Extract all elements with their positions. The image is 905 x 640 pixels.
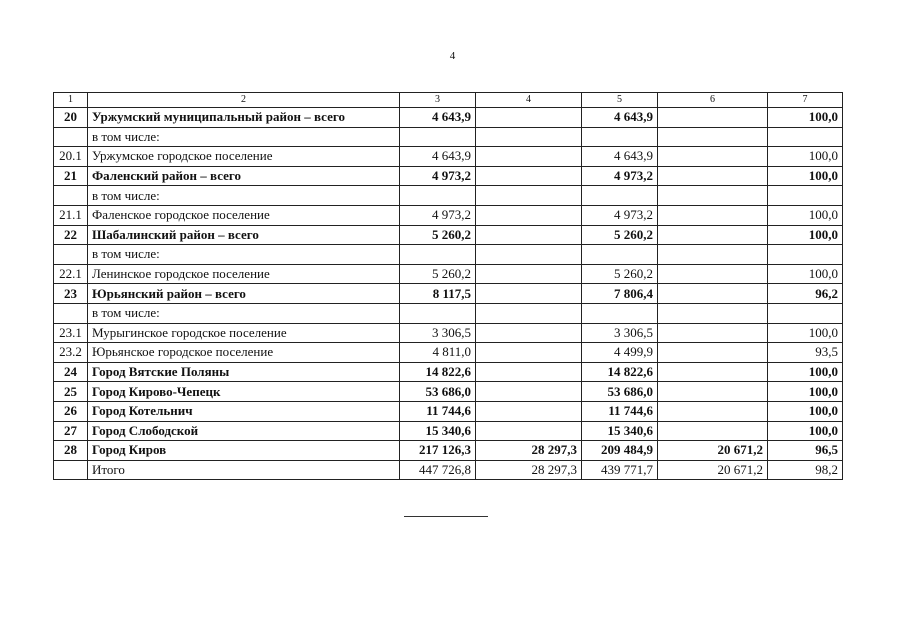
cell-col4 bbox=[476, 421, 582, 441]
cell-col6: 20 671,2 bbox=[658, 460, 768, 480]
cell-col5 bbox=[582, 303, 658, 323]
column-number-row bbox=[54, 93, 843, 108]
table-row bbox=[54, 205, 843, 225]
row-number: 22 bbox=[54, 225, 88, 245]
row-name: Город Котельнич bbox=[88, 401, 400, 421]
cell-col7: 100,0 bbox=[768, 108, 843, 128]
row-name: Город Кирово-Чепецк bbox=[88, 382, 400, 402]
table-row bbox=[54, 166, 843, 186]
cell-col6 bbox=[658, 303, 768, 323]
row-number: 23.1 bbox=[54, 323, 88, 343]
column-header: 1 bbox=[54, 93, 88, 108]
cell-col7 bbox=[768, 303, 843, 323]
row-number bbox=[54, 186, 88, 206]
row-name: Фаленское городское поселение bbox=[88, 205, 400, 225]
cell-col5: 7 806,4 bbox=[582, 284, 658, 304]
table-row bbox=[54, 323, 843, 343]
cell-col4 bbox=[476, 205, 582, 225]
cell-col5: 4 973,2 bbox=[582, 166, 658, 186]
cell-col5: 4 643,9 bbox=[582, 108, 658, 128]
row-name: Юрьянский район – всего bbox=[88, 284, 400, 304]
cell-col6 bbox=[658, 323, 768, 343]
cell-col4 bbox=[476, 225, 582, 245]
cell-col3 bbox=[400, 303, 476, 323]
cell-col3 bbox=[400, 186, 476, 206]
cell-col7: 98,2 bbox=[768, 460, 843, 480]
end-rule bbox=[404, 516, 488, 517]
cell-col6 bbox=[658, 245, 768, 265]
cell-col3 bbox=[400, 127, 476, 147]
cell-col3 bbox=[400, 245, 476, 265]
cell-col5 bbox=[582, 127, 658, 147]
cell-col3: 8 117,5 bbox=[400, 284, 476, 304]
cell-col3: 3 306,5 bbox=[400, 323, 476, 343]
cell-col5: 14 822,6 bbox=[582, 362, 658, 382]
row-number: 25 bbox=[54, 382, 88, 402]
row-name: Итого bbox=[88, 460, 400, 480]
row-name: Шабалинский район – всего bbox=[88, 225, 400, 245]
cell-col5: 439 771,7 bbox=[582, 460, 658, 480]
cell-col7: 100,0 bbox=[768, 401, 843, 421]
row-name: Уржумский муниципальный район – всего bbox=[88, 108, 400, 128]
table-row bbox=[54, 343, 843, 363]
cell-col6 bbox=[658, 225, 768, 245]
cell-col4: 28 297,3 bbox=[476, 441, 582, 461]
cell-col4 bbox=[476, 362, 582, 382]
table-row bbox=[54, 225, 843, 245]
row-name: Юрьянское городское поселение bbox=[88, 343, 400, 363]
row-number: 27 bbox=[54, 421, 88, 441]
cell-col5 bbox=[582, 186, 658, 206]
cell-col7: 100,0 bbox=[768, 166, 843, 186]
cell-col7: 100,0 bbox=[768, 362, 843, 382]
cell-col5: 11 744,6 bbox=[582, 401, 658, 421]
cell-col4 bbox=[476, 245, 582, 265]
row-number: 24 bbox=[54, 362, 88, 382]
table-row bbox=[54, 127, 843, 147]
cell-col7: 100,0 bbox=[768, 264, 843, 284]
cell-col5: 4 643,9 bbox=[582, 147, 658, 167]
cell-col3: 4 973,2 bbox=[400, 166, 476, 186]
row-number: 26 bbox=[54, 401, 88, 421]
row-name: Ленинское городское поселение bbox=[88, 264, 400, 284]
cell-col5: 4 499,9 bbox=[582, 343, 658, 363]
row-name: Город Слободской bbox=[88, 421, 400, 441]
row-number: 23.2 bbox=[54, 343, 88, 363]
cell-col7: 96,5 bbox=[768, 441, 843, 461]
cell-col7 bbox=[768, 127, 843, 147]
cell-col4 bbox=[476, 303, 582, 323]
cell-col5: 15 340,6 bbox=[582, 421, 658, 441]
cell-col4 bbox=[476, 343, 582, 363]
row-name: Уржумское городское поселение bbox=[88, 147, 400, 167]
table-row bbox=[54, 264, 843, 284]
cell-col4: 28 297,3 bbox=[476, 460, 582, 480]
cell-col3: 4 643,9 bbox=[400, 108, 476, 128]
cell-col7: 100,0 bbox=[768, 147, 843, 167]
cell-col3: 15 340,6 bbox=[400, 421, 476, 441]
cell-col4 bbox=[476, 284, 582, 304]
table-row bbox=[54, 362, 843, 382]
table-row bbox=[54, 441, 843, 461]
cell-col4 bbox=[476, 264, 582, 284]
row-name: Город Вятские Поляны bbox=[88, 362, 400, 382]
cell-col3: 447 726,8 bbox=[400, 460, 476, 480]
row-number: 20 bbox=[54, 108, 88, 128]
cell-col7: 100,0 bbox=[768, 323, 843, 343]
cell-col5: 53 686,0 bbox=[582, 382, 658, 402]
row-number bbox=[54, 303, 88, 323]
table-row bbox=[54, 460, 843, 480]
page-number: 4 bbox=[449, 50, 456, 62]
cell-col5 bbox=[582, 245, 658, 265]
row-number: 23 bbox=[54, 284, 88, 304]
column-header: 5 bbox=[582, 93, 658, 108]
cell-col7: 93,5 bbox=[768, 343, 843, 363]
cell-col3: 53 686,0 bbox=[400, 382, 476, 402]
column-header: 6 bbox=[658, 93, 768, 108]
table-row bbox=[54, 421, 843, 441]
row-number bbox=[54, 245, 88, 265]
cell-col6 bbox=[658, 127, 768, 147]
column-header: 2 bbox=[88, 93, 400, 108]
row-name: в том числе: bbox=[88, 245, 400, 265]
row-number: 21 bbox=[54, 166, 88, 186]
cell-col5: 4 973,2 bbox=[582, 205, 658, 225]
cell-col4 bbox=[476, 382, 582, 402]
cell-col6 bbox=[658, 264, 768, 284]
row-number: 20.1 bbox=[54, 147, 88, 167]
cell-col4 bbox=[476, 323, 582, 343]
cell-col6 bbox=[658, 343, 768, 363]
cell-col7: 100,0 bbox=[768, 382, 843, 402]
budget-table bbox=[53, 92, 843, 480]
column-header: 3 bbox=[400, 93, 476, 108]
cell-col5: 209 484,9 bbox=[582, 441, 658, 461]
cell-col6 bbox=[658, 382, 768, 402]
cell-col6 bbox=[658, 166, 768, 186]
table-row bbox=[54, 245, 843, 265]
cell-col4 bbox=[476, 186, 582, 206]
cell-col6 bbox=[658, 362, 768, 382]
cell-col6 bbox=[658, 147, 768, 167]
table-row bbox=[54, 108, 843, 128]
row-name: Мурыгинское городское поселение bbox=[88, 323, 400, 343]
cell-col6 bbox=[658, 108, 768, 128]
cell-col7 bbox=[768, 186, 843, 206]
table-row bbox=[54, 186, 843, 206]
cell-col5: 3 306,5 bbox=[582, 323, 658, 343]
cell-col7: 100,0 bbox=[768, 421, 843, 441]
cell-col5: 5 260,2 bbox=[582, 264, 658, 284]
cell-col3: 5 260,2 bbox=[400, 264, 476, 284]
cell-col7: 100,0 bbox=[768, 225, 843, 245]
cell-col4 bbox=[476, 401, 582, 421]
cell-col4 bbox=[476, 127, 582, 147]
cell-col7 bbox=[768, 245, 843, 265]
cell-col6 bbox=[658, 421, 768, 441]
cell-col7: 100,0 bbox=[768, 205, 843, 225]
table-row bbox=[54, 401, 843, 421]
column-header: 4 bbox=[476, 93, 582, 108]
cell-col3: 4 973,2 bbox=[400, 205, 476, 225]
cell-col7: 96,2 bbox=[768, 284, 843, 304]
row-number: 21.1 bbox=[54, 205, 88, 225]
row-number: 22.1 bbox=[54, 264, 88, 284]
cell-col3: 14 822,6 bbox=[400, 362, 476, 382]
row-number bbox=[54, 460, 88, 480]
cell-col3: 5 260,2 bbox=[400, 225, 476, 245]
row-name: в том числе: bbox=[88, 127, 400, 147]
table-row bbox=[54, 303, 843, 323]
row-number bbox=[54, 127, 88, 147]
cell-col4 bbox=[476, 166, 582, 186]
column-header: 7 bbox=[768, 93, 843, 108]
row-name: Город Киров bbox=[88, 441, 400, 461]
table-row bbox=[54, 147, 843, 167]
cell-col6 bbox=[658, 186, 768, 206]
row-name: в том числе: bbox=[88, 303, 400, 323]
cell-col4 bbox=[476, 147, 582, 167]
cell-col3: 11 744,6 bbox=[400, 401, 476, 421]
table-row bbox=[54, 382, 843, 402]
cell-col3: 4 811,0 bbox=[400, 343, 476, 363]
cell-col3: 4 643,9 bbox=[400, 147, 476, 167]
row-number: 28 bbox=[54, 441, 88, 461]
cell-col6 bbox=[658, 205, 768, 225]
cell-col3: 217 126,3 bbox=[400, 441, 476, 461]
cell-col6: 20 671,2 bbox=[658, 441, 768, 461]
cell-col5: 5 260,2 bbox=[582, 225, 658, 245]
cell-col4 bbox=[476, 108, 582, 128]
cell-col6 bbox=[658, 284, 768, 304]
row-name: Фаленский район – всего bbox=[88, 166, 400, 186]
table-row bbox=[54, 284, 843, 304]
row-name: в том числе: bbox=[88, 186, 400, 206]
cell-col6 bbox=[658, 401, 768, 421]
